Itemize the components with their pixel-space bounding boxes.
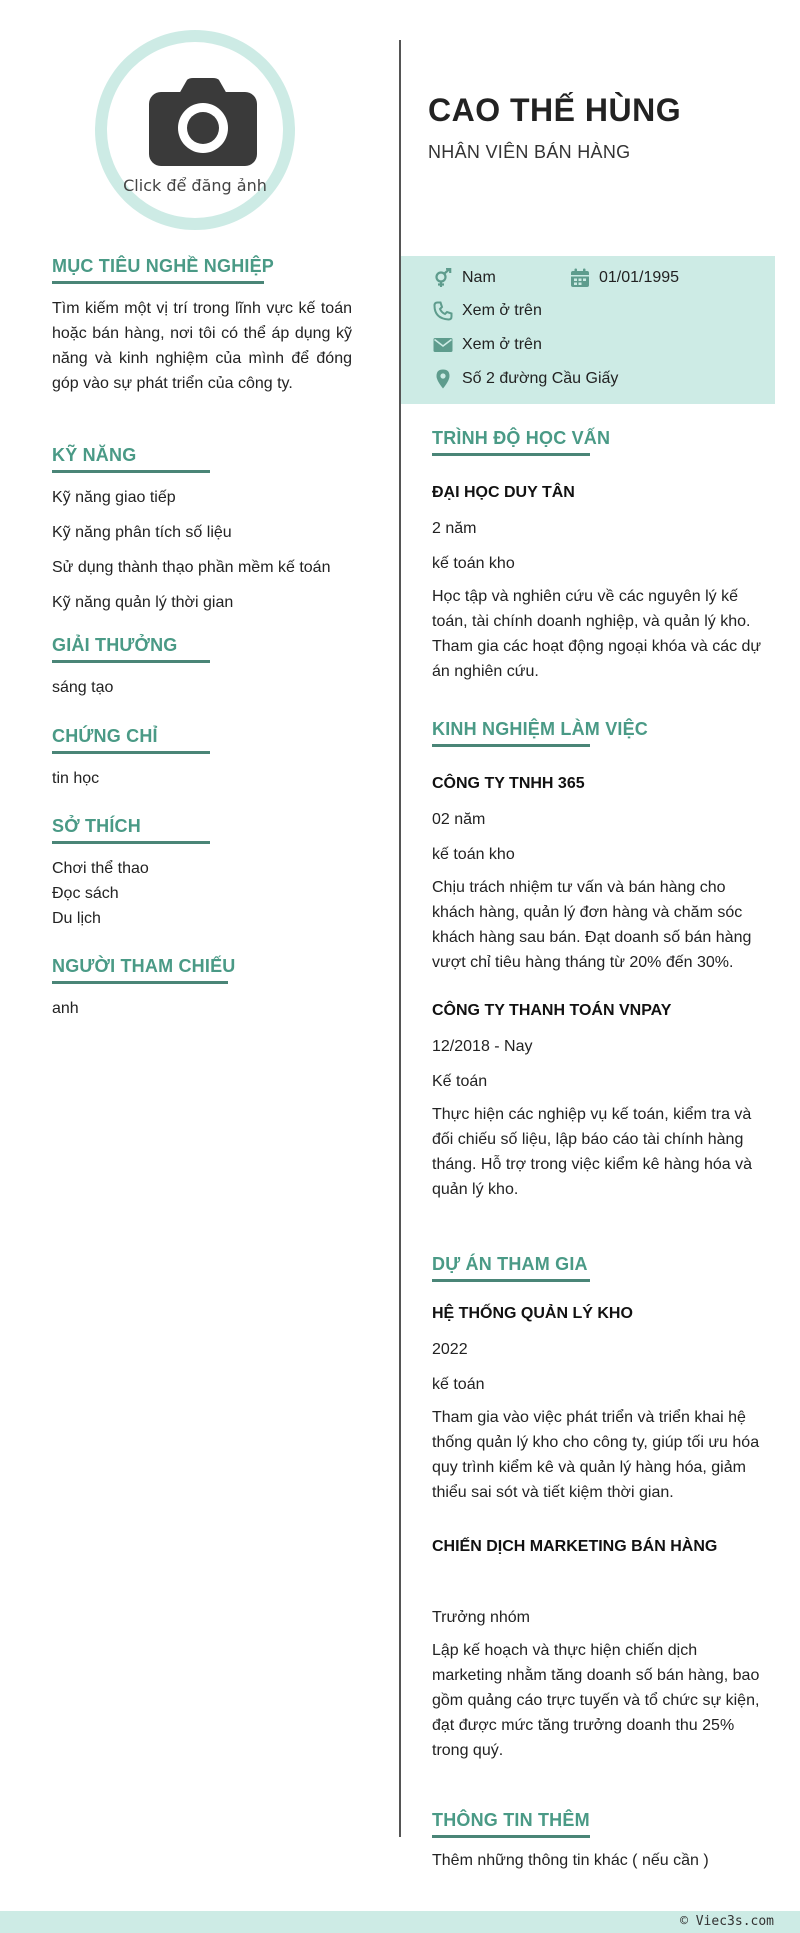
section-title: KINH NGHIỆM LÀM VIỆC [432,719,649,739]
project-year: 2022 [432,1341,468,1358]
section-title: THÔNG TIN THÊM [432,1810,590,1830]
section-title: TRÌNH ĐỘ HỌC VẤN [432,428,611,448]
section-underline [52,660,210,663]
hobby-item: Chơi thể thao [52,860,149,877]
section-underline [432,1279,590,1282]
project-role: kế toán [432,1376,485,1393]
project-entry [432,1303,762,1505]
references-section [52,956,352,1021]
section-title: CHỨNG CHỈ [52,726,158,746]
section-underline [52,841,210,844]
skill-item: Kỹ năng giao tiếp [52,489,176,506]
education-description: Học tập và nghiên cứu về các nguyên lý kế toán, tài chính doanh nghiệp, và quản lý kho. Tham gia các hoạt động ngoại khóa và các dự án nghiên cứu. [432,588,762,680]
objective-text: Tìm kiếm một vị trí trong lĩnh vực kế toán hoặc bán hàng, nơi tôi có thể áp dụng kỹ năng và kinh nghiệm của mình để đóng góp vào sự phát triển của công ty. [52,300,352,392]
address-value: Số 2 đường Cầu Giấy [462,370,619,387]
project-year [432,1572,762,1594]
experience-role: Kế toán [432,1073,488,1090]
project-role: Trưởng nhóm [432,1609,530,1626]
awards-section [52,635,352,700]
phone-value: Xem ở trên [462,302,542,319]
additional-section [432,1810,762,1872]
section-underline [432,744,590,747]
section-underline [52,470,210,473]
skills-section [52,445,352,625]
gender-value: Nam [462,269,496,286]
project-name: CHIẾN DỊCH MARKETING BÁN HÀNG [432,1538,718,1555]
avatar-inner [107,42,283,218]
hobby-item: Du lịch [52,910,101,927]
skill-item: Kỹ năng phân tích số liệu [52,524,232,541]
hobby-item: Đọc sách [52,885,119,902]
footer-credit: © Viec3s.com [680,1914,774,1929]
education-entry [432,482,762,684]
calendar-icon [570,268,590,288]
objective-section [52,256,352,396]
gender-icon [433,268,453,288]
company-name: CÔNG TY TNHH 365 [432,775,585,792]
project-description: Tham gia vào việc phát triển và triển khai hệ thống quản lý kho cho công ty, giúp tối ưu hóa quy trình kiểm kê và quản lý hàng hóa, giảm thiểu sai sót và tiết kiệm thời gian. [432,1409,760,1501]
award-item: sáng tạo [52,679,114,696]
location-pin-icon [433,369,453,389]
project-entry [432,1536,762,1763]
experience-description: Thực hiện các nghiệp vụ kế toán, kiểm tra và đối chiếu số liệu, lập báo cáo tài chính hàng tháng. Hỗ trợ trong việc kiểm kê hàng hóa và quản lý kho. [432,1106,752,1198]
avatar-upload[interactable] [95,30,295,230]
email-value: Xem ở trên [462,336,542,353]
additional-text: Thêm những thông tin khác ( nếu cần ) [432,1852,709,1869]
project-description: Lập kế hoạch và thực hiện chiến dịch marketing nhằm tăng doanh số bán hàng, bao gồm quảng cáo trực tuyến và tổ chức sự kiện, đạt được mức tăng trưởng doanh thu 25% trong quý. [432,1642,760,1759]
section-underline [52,281,264,284]
skill-item: Sử dụng thành thạo phần mềm kế toán [52,559,331,576]
avatar-upload-label: Click để đăng ảnh [123,176,267,195]
certificate-item: tin học [52,770,100,787]
section-underline [432,1835,590,1838]
candidate-name: CAO THẾ HÙNG [428,92,682,128]
hobbies-section [52,816,352,931]
education-duration: 2 năm [432,520,477,537]
section-title: MỤC TIÊU NGHỀ NGHIỆP [52,256,275,276]
projects-section [432,1254,762,1763]
certificates-section [52,726,352,791]
education-major: kế toán kho [432,555,515,572]
section-underline [52,981,228,984]
experience-entry [432,1000,762,1202]
camera-icon [149,78,257,166]
school-name: ĐẠI HỌC DUY TÂN [432,484,575,501]
footer-bar [0,1911,800,1933]
hobbies-list [52,856,352,931]
section-title: GIẢI THƯỞNG [52,635,178,655]
candidate-position: NHÂN VIÊN BÁN HÀNG [428,142,631,162]
birthday-value: 01/01/1995 [599,269,680,286]
section-title: KỸ NĂNG [52,445,137,465]
contact-box [401,256,775,404]
project-name: HỆ THỐNG QUẢN LÝ KHO [432,1305,633,1322]
section-title: DỰ ÁN THAM GIA [432,1254,588,1274]
experience-duration: 12/2018 - Nay [432,1038,533,1055]
experience-section [432,719,762,1202]
company-name: CÔNG TY THANH TOÁN VNPAY [432,1002,672,1019]
phone-icon [433,301,453,321]
reference-item: anh [52,1000,79,1017]
experience-role: kế toán kho [432,846,515,863]
experience-entry [432,773,762,975]
education-section [432,428,762,684]
skill-item: Kỹ năng quản lý thời gian [52,594,234,611]
section-underline [52,751,210,754]
section-underline [432,453,590,456]
experience-duration: 02 năm [432,811,486,828]
section-title: SỞ THÍCH [52,816,141,836]
section-title: NGƯỜI THAM CHIẾU [52,956,236,976]
email-icon [433,335,453,355]
experience-description: Chịu trách nhiệm tư vấn và bán hàng cho khách hàng, quản lý đơn hàng và chăm sóc khách hàng sau bán. Đạt doanh số bán hàng vượt chỉ tiêu hàng tháng từ 20% đến 30%. [432,879,752,971]
skills-list [52,485,352,615]
